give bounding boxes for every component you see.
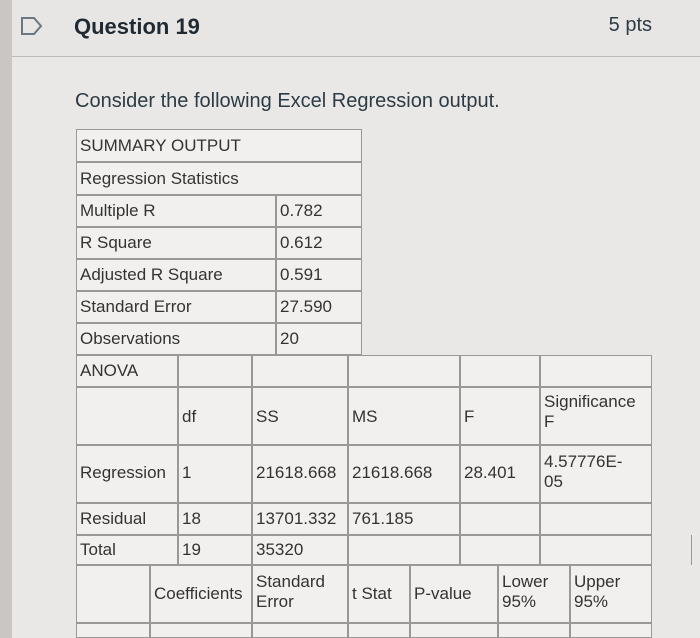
residual-ms-cell xyxy=(348,503,460,535)
header-std-error-line2: Error xyxy=(256,592,294,611)
table-row-partial xyxy=(150,623,252,638)
residual-ss-cell xyxy=(252,503,348,535)
anova-label: ANOVA xyxy=(80,361,139,380)
header-f: F xyxy=(464,407,475,426)
empty-cell xyxy=(252,355,348,387)
stat-label: Standard Error xyxy=(80,297,192,316)
coef-header-blank xyxy=(76,565,150,623)
residual-ms: 761.185 xyxy=(352,509,414,528)
empty-cell xyxy=(540,535,652,565)
empty-cell xyxy=(460,355,540,387)
empty-cell xyxy=(540,503,652,535)
header-p-value: P-value xyxy=(414,584,472,603)
empty-cell xyxy=(540,355,652,387)
coef-header-std-error xyxy=(252,565,348,623)
regression-df-cell xyxy=(178,445,252,503)
empty-cell xyxy=(460,503,540,535)
stat-value: 0.782 xyxy=(280,201,323,220)
stat-label-cell xyxy=(76,291,276,323)
question-title: Question 19 xyxy=(74,14,200,39)
stat-value: 0.591 xyxy=(280,265,323,284)
residual-ss: 13701.332 xyxy=(256,509,337,528)
regression-statistics-cell xyxy=(76,162,362,195)
anova-header-f xyxy=(460,387,540,445)
stat-value-cell xyxy=(276,323,362,355)
stat-value-cell xyxy=(276,259,362,291)
empty-cell xyxy=(460,535,540,565)
regression-ss: 21618.668 xyxy=(256,463,337,482)
stat-label-cell xyxy=(76,259,276,291)
header-upper-line1: Upper xyxy=(574,572,621,591)
question-points: 5 pts xyxy=(608,14,652,36)
regression-ss-cell xyxy=(252,445,348,503)
coef-header-p-value xyxy=(410,565,498,623)
regression-significance-line2: 05 xyxy=(544,472,563,491)
stat-label: Observations xyxy=(80,329,181,348)
question-header xyxy=(12,0,700,57)
coef-header-lower xyxy=(498,565,570,623)
regression-significance-line1: 4.57776E- xyxy=(544,452,623,471)
header-ss: SS xyxy=(256,407,279,426)
stat-label-cell xyxy=(76,195,276,227)
regression-row-label-cell xyxy=(76,445,178,503)
table-row-partial xyxy=(348,623,410,638)
empty-cell xyxy=(348,535,460,565)
table-row-partial xyxy=(252,623,348,638)
table-row-partial xyxy=(76,623,150,638)
stat-value: 27.590 xyxy=(280,297,332,316)
stat-value: 20 xyxy=(280,329,299,348)
coef-header-t-stat xyxy=(348,565,410,623)
header-ms: MS xyxy=(352,407,378,426)
residual-row-label-cell xyxy=(76,503,178,535)
regression-significance-cell xyxy=(540,445,652,503)
coef-header-coefficients xyxy=(150,565,252,623)
header-std-error-line1: Standard xyxy=(256,572,325,591)
header-lower-line2: 95% xyxy=(502,592,537,611)
table-row-partial xyxy=(570,623,652,638)
flag-question-icon[interactable] xyxy=(20,16,44,36)
regression-ms-cell xyxy=(348,445,460,503)
scroll-edge xyxy=(691,535,700,565)
regression-f-cell xyxy=(460,445,540,503)
coef-header-upper xyxy=(570,565,652,623)
header-significance-line2: F xyxy=(544,412,555,431)
table-row-partial xyxy=(498,623,570,638)
regression-statistics-label: Regression Statistics xyxy=(80,168,239,188)
header-df: df xyxy=(182,407,197,426)
residual-df: 18 xyxy=(182,509,201,528)
total-row-label-cell xyxy=(76,535,178,565)
stat-label: Multiple R xyxy=(80,201,156,220)
header-t-stat: t Stat xyxy=(352,584,392,603)
summary-output-label: SUMMARY OUTPUT xyxy=(80,135,241,155)
summary-output-cell xyxy=(76,129,362,162)
anova-header-ms xyxy=(348,387,460,445)
stat-value: 0.612 xyxy=(280,233,323,252)
residual-df-cell xyxy=(178,503,252,535)
regression-df: 1 xyxy=(182,463,192,482)
total-df-cell xyxy=(178,535,252,565)
stat-label: Adjusted R Square xyxy=(80,265,223,284)
empty-cell xyxy=(178,355,252,387)
header-upper-line2: 95% xyxy=(574,592,609,611)
total-df: 19 xyxy=(182,540,201,559)
anova-header-significance xyxy=(540,387,652,445)
stat-label-cell xyxy=(76,323,276,355)
anova-header-df xyxy=(178,387,252,445)
table-row-partial xyxy=(410,623,498,638)
question-content xyxy=(12,57,700,638)
stat-value-cell xyxy=(276,291,362,323)
total-ss-cell xyxy=(252,535,348,565)
residual-row-label: Residual xyxy=(80,509,147,528)
anova-label-cell xyxy=(76,355,178,387)
stat-label: R Square xyxy=(80,233,152,252)
question-prompt: Consider the following Excel Regression output. xyxy=(75,90,500,112)
stat-label-cell xyxy=(76,227,276,259)
empty-cell xyxy=(348,355,460,387)
anova-header-blank xyxy=(76,387,178,445)
regression-row-label: Regression xyxy=(80,463,166,482)
anova-header-ss xyxy=(252,387,348,445)
stat-value-cell xyxy=(276,227,362,259)
header-coefficients: Coefficients xyxy=(154,584,243,603)
header-significance-line1: Significance xyxy=(544,392,636,411)
left-sidebar-strip xyxy=(0,0,12,638)
regression-ms: 21618.668 xyxy=(352,463,433,482)
total-ss: 35320 xyxy=(256,540,304,559)
header-lower-line1: Lower xyxy=(502,572,549,591)
total-row-label: Total xyxy=(80,540,116,559)
regression-f: 28.401 xyxy=(464,463,516,482)
stat-value-cell xyxy=(276,195,362,227)
